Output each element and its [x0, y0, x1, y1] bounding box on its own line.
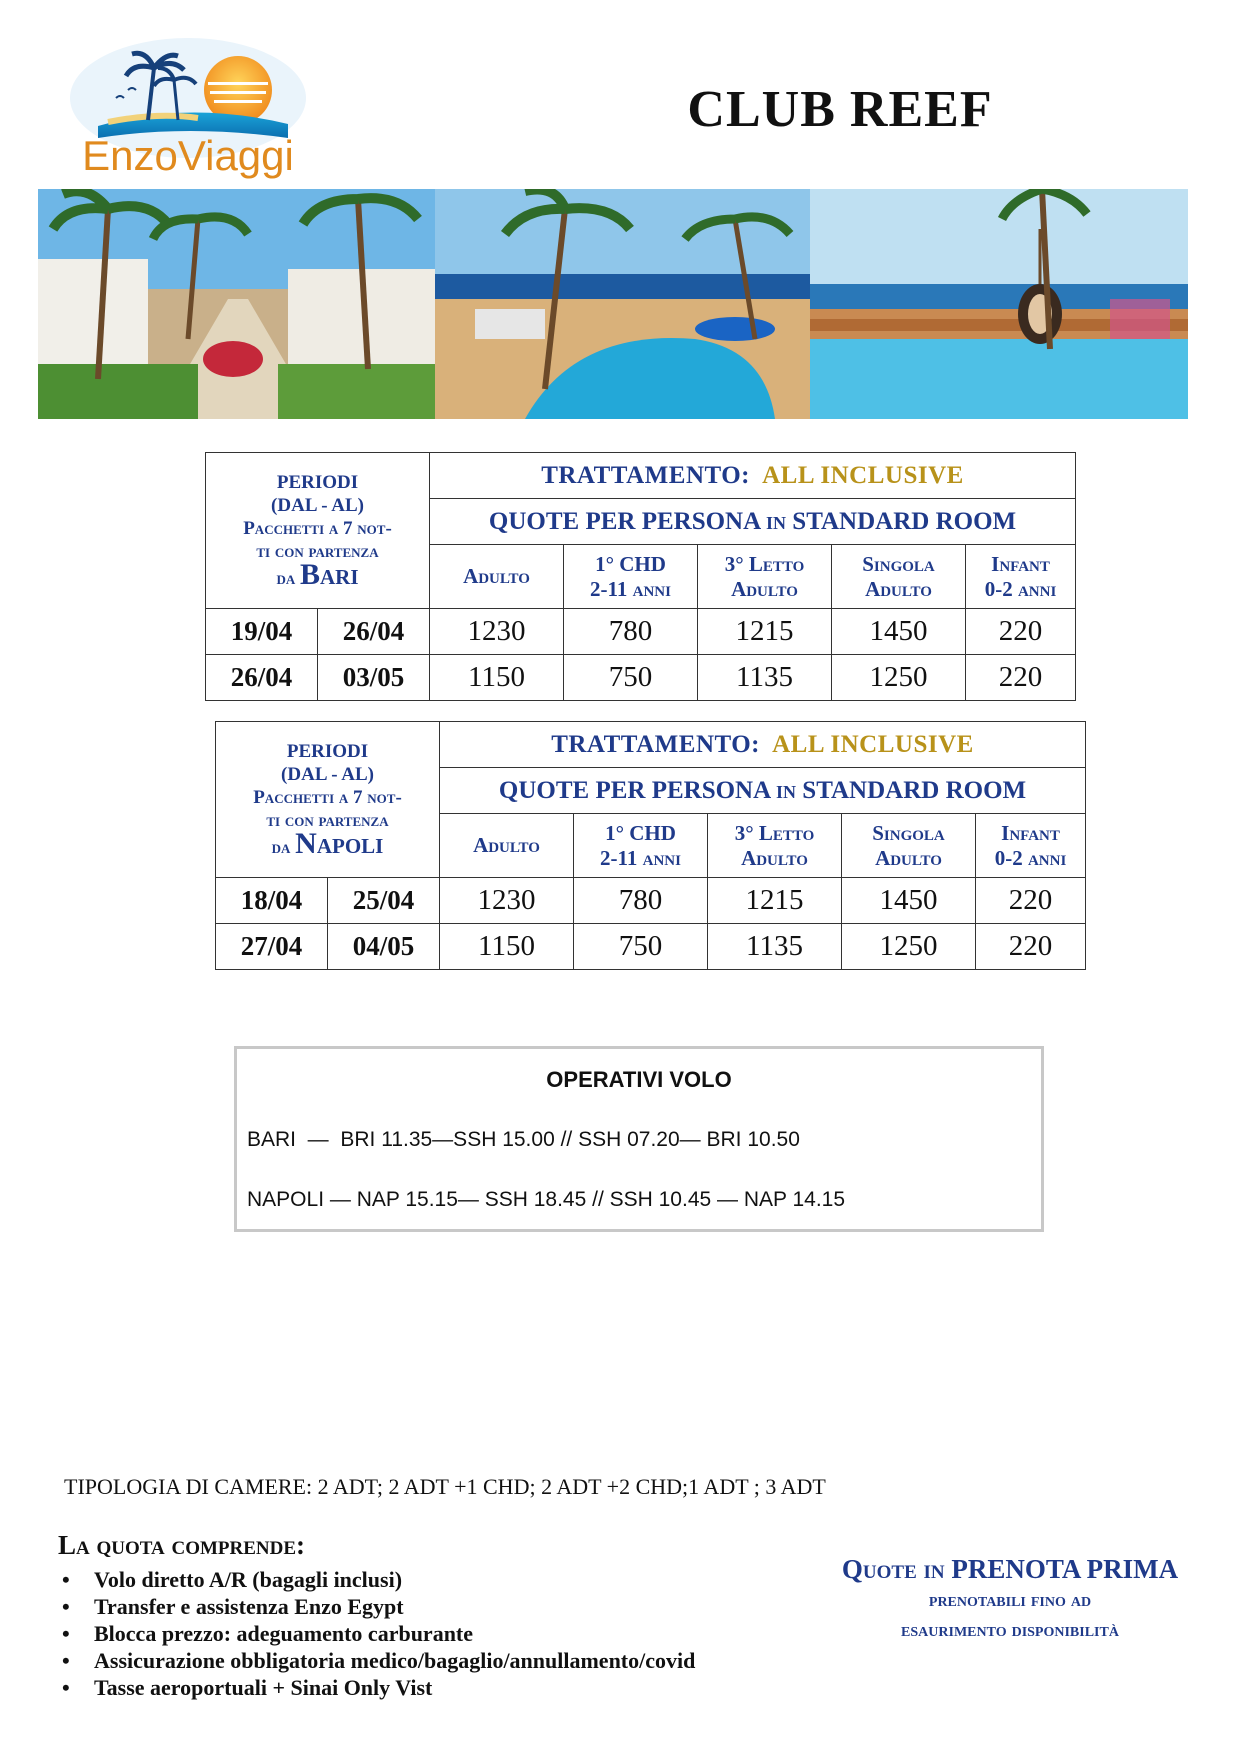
date-from: 19/04 [206, 609, 318, 655]
list-item: • Volo diretto A/R (bagagli inclusi) [58, 1566, 695, 1593]
price-cell: 220 [966, 609, 1076, 655]
price-cell: 750 [564, 655, 698, 701]
table-row [206, 655, 1076, 701]
date-to: 25/04 [328, 878, 440, 924]
col-header: 3° Letto Adulto [708, 814, 842, 878]
col-header: 3° Letto Adulto [698, 545, 832, 609]
inclusions-title: La quota comprende: [58, 1530, 306, 1560]
col-header: 1° CHD 2-11 anni [564, 545, 698, 609]
price-cell: 1215 [698, 609, 832, 655]
date-from: 26/04 [206, 655, 318, 701]
page-title: CLUB REEF [687, 81, 993, 138]
col-header: Adulto [440, 814, 574, 878]
logo-text: EnzoViaggi [82, 132, 294, 179]
periodi-header: PERIODI (DAL - AL) Pacchetti a 7 not- ti con partenza da Bari [206, 453, 430, 609]
flight-line-bari: BARI — BRI 11.35—SSH 15.00 // SSH 07.20— BRI 10.50 [247, 1128, 800, 1151]
price-cell: 220 [976, 878, 1086, 924]
table-row [216, 924, 1086, 970]
enzoviaggi-logo [38, 38, 338, 184]
photo-swing-pool [810, 189, 1188, 419]
price-cell: 1135 [698, 655, 832, 701]
inclusions-list [58, 1566, 695, 1701]
col-header: Singola Adulto [832, 545, 966, 609]
list-item: • Assicurazione obbligatoria medico/bagaglio/annullamento/covid [58, 1647, 695, 1674]
price-cell: 1450 [842, 878, 976, 924]
quote-header: QUOTE PER PERSONA in STANDARD ROOM [430, 499, 1076, 545]
date-to: 04/05 [328, 924, 440, 970]
price-cell: 1230 [430, 609, 564, 655]
departure-city: Bari [300, 558, 359, 591]
quote-header: QUOTE PER PERSONA in STANDARD ROOM [440, 768, 1086, 814]
flight-schedule-box [234, 1046, 1044, 1232]
col-header: 1° CHD 2-11 anni [574, 814, 708, 878]
price-cell: 780 [574, 878, 708, 924]
col-header: Infant 0-2 anni [966, 545, 1076, 609]
price-cell: 1250 [832, 655, 966, 701]
price-cell: 220 [966, 655, 1076, 701]
price-cell: 1135 [708, 924, 842, 970]
table-row [206, 609, 1076, 655]
date-to: 26/04 [318, 609, 430, 655]
price-cell: 1230 [440, 878, 574, 924]
list-item: • Transfer e assistenza Enzo Egypt [58, 1593, 695, 1620]
price-cell: 1250 [842, 924, 976, 970]
price-table-bari [205, 452, 1076, 701]
date-from: 27/04 [216, 924, 328, 970]
price-cell: 1215 [708, 878, 842, 924]
date-to: 03/05 [318, 655, 430, 701]
photo-pool-sea [435, 189, 810, 419]
col-header: Infant 0-2 anni [976, 814, 1086, 878]
price-cell: 220 [976, 924, 1086, 970]
col-header: Adulto [430, 545, 564, 609]
list-item: • Blocca prezzo: adeguamento carburante [58, 1620, 695, 1647]
price-cell: 1150 [440, 924, 574, 970]
trattamento-header: TRATTAMENTO: ALL INCLUSIVE [430, 453, 1076, 499]
price-table-napoli [215, 721, 1086, 970]
list-item: • Tasse aeroportuali + Sinai Only Vist [58, 1674, 695, 1701]
flight-line-napoli: NAPOLI — NAP 15.15— SSH 18.45 // SSH 10.45 — NAP 14.15 [247, 1188, 846, 1211]
room-types: TIPOLOGIA DI CAMERE: 2 ADT; 2 ADT +1 CHD; 2 ADT +2 CHD;1 ADT ; 3 ADT [64, 1474, 826, 1499]
hotel-photos [38, 189, 1188, 419]
table-row [216, 878, 1086, 924]
periodi-header: PERIODI (DAL - AL) Pacchetti a 7 not- ti con partenza da Napoli [216, 722, 440, 878]
price-cell: 750 [574, 924, 708, 970]
departure-city: Napoli [295, 827, 384, 860]
price-cell: 1150 [430, 655, 564, 701]
prenota-prima-note: Quote in PRENOTA PRIMA prenotabili fino ad esaurimento disponibilità [841, 1554, 1179, 1641]
col-header: Singola Adulto [842, 814, 976, 878]
date-from: 18/04 [216, 878, 328, 924]
trattamento-header: TRATTAMENTO: ALL INCLUSIVE [440, 722, 1086, 768]
price-cell: 1450 [832, 609, 966, 655]
flight-schedule-title: OPERATIVI VOLO [546, 1067, 732, 1092]
price-cell: 780 [564, 609, 698, 655]
photo-garden [38, 189, 435, 419]
